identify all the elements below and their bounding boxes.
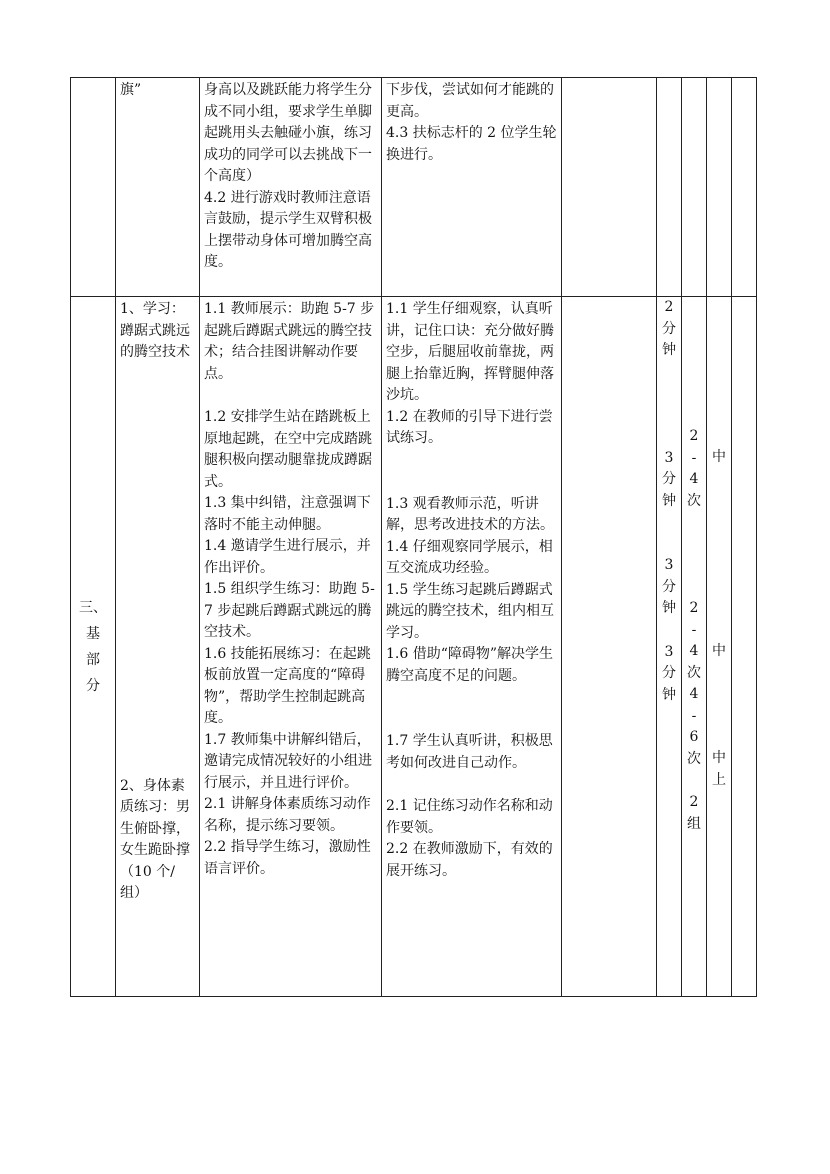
- time-unit: 分: [662, 471, 676, 487]
- count-value: 6: [689, 729, 699, 745]
- student-cell-top: [382, 78, 562, 297]
- teacher-step: 1.2 安排学生站在踏跳板上原地起跳，在空中完成踏跳腿积极向摆动腿靠拢成蹲踞式。: [204, 409, 372, 490]
- time-unit: 钟: [662, 600, 676, 616]
- intensity-value: 中: [712, 642, 726, 659]
- count-value: 2: [689, 794, 699, 810]
- student-text-top-2: 4.3 扶标志杆的 2 位学生轮换进行。: [386, 125, 557, 163]
- student-step: 2.1 记住练习动作名称和动作要领。: [386, 798, 553, 836]
- count-unit: 次: [687, 664, 701, 681]
- teacher-step: 1.7 教师集中讲解纠错后，邀请完成情况较好的小组进行展示，并且进行评价。: [204, 731, 372, 791]
- student-step: 1.3 观看教师示范，听讲解，思考改进技术的方法。: [386, 495, 554, 533]
- content-text-top: 旗”: [120, 82, 142, 98]
- phase-cell-top: [71, 78, 116, 297]
- lesson-plan-table: [70, 77, 757, 997]
- count-value: 2: [689, 428, 699, 444]
- time-unit: 分: [662, 578, 676, 595]
- count-value: 4: [689, 686, 699, 702]
- phase-char: 三、: [79, 599, 107, 616]
- teacher-step: 1.6 技能拓展练习：在起跳板前放置一定高度的“障碍物”，帮助学生控制起跳高度。: [204, 645, 371, 726]
- time-value: 3: [664, 557, 674, 573]
- extra-cell: [732, 297, 757, 997]
- count-value: 4: [689, 471, 699, 487]
- student-step: 1.5 学生练习起跳后蹲踞式跳远的腾空技术，组内相互学习。: [386, 581, 554, 641]
- time-unit: 分: [662, 320, 676, 337]
- intensity-value: 中: [712, 449, 726, 465]
- org-cell-top: [562, 78, 657, 297]
- student-step: 1.1 学生仔细观察，认真听讲，记住口诀：充分做好腾空步，后腿屈收前靠拢，两腿上抬靠近胸，挥臂腿伸落沙坑。: [386, 301, 554, 403]
- count-cell: [682, 297, 707, 997]
- count-value: -: [691, 449, 697, 466]
- time-cell: [657, 297, 682, 997]
- intensity-cell: [707, 297, 732, 997]
- student-step: 1.2 在教师的引导下进行尝试练习。: [386, 408, 553, 446]
- teacher-text-top-1: 身高以及跳跃能力将学生分成不同小组，要求学生单脚起跳用头去触碰小旗，练习成功的同学可以去挑战下一个高度）: [204, 82, 372, 184]
- content-item-2: 2、身体素质练习：男生俯卧撑，女生跪卧撑（10 个/组）: [120, 777, 190, 901]
- time-unit: 钟: [662, 686, 676, 703]
- time-value: 2: [664, 299, 674, 315]
- teacher-cell-top: [200, 78, 382, 297]
- teacher-cell: [200, 297, 382, 997]
- teacher-step: 1.3 集中纠错，注意强调下落时不能主动伸腿。: [204, 495, 371, 533]
- time-unit: 钟: [662, 342, 676, 358]
- intensity-value: 中: [712, 750, 726, 766]
- phase-cell: [71, 297, 116, 997]
- count-value: 2: [689, 600, 699, 616]
- teacher-step: 1.1 教师展示：助跑 5-7 步起跳后蹲踞式跳远的腾空技术；结合挂图讲解动作要点。: [204, 301, 375, 382]
- intensity-value: 上: [712, 771, 726, 788]
- table-row-top: [71, 78, 757, 297]
- student-step: 2.2 在教师激励下，有效的展开练习。: [386, 841, 553, 879]
- teacher-step: 2.1 讲解身体素质练习动作名称，提示练习要领。: [204, 796, 371, 834]
- phase-char: 分: [86, 677, 100, 694]
- time-cell-top: [657, 78, 682, 297]
- count-value: -: [691, 707, 697, 724]
- content-cell-top: [116, 78, 200, 297]
- count-unit: 组: [687, 815, 701, 832]
- extra-cell-top: [732, 78, 757, 297]
- table-row-main: [71, 297, 757, 997]
- student-step: 1.4 仔细观察同学展示，相互交流成功经验。: [386, 538, 553, 576]
- content-cell: [116, 297, 200, 997]
- student-cell: [382, 297, 562, 997]
- time-unit: 分: [662, 665, 676, 681]
- time-unit: 钟: [662, 492, 676, 509]
- teacher-text-top-2: 4.2 进行游戏时教师注意语言鼓励，提示学生双臂积极上摆带动身体可增加腾空高度。: [204, 189, 372, 270]
- time-value: 3: [664, 449, 674, 466]
- count-value: 4: [689, 643, 699, 659]
- teacher-step: 1.4 邀请学生进行展示，并作出评价。: [204, 538, 371, 576]
- student-step: 1.7 学生认真听讲，积极思考如何改进自己动作。: [386, 733, 553, 771]
- phase-char: 基: [86, 625, 100, 642]
- intensity-cell-top: [707, 78, 732, 297]
- count-unit: 次: [687, 492, 701, 509]
- count-unit: 次: [687, 750, 701, 767]
- org-cell: [562, 297, 657, 997]
- student-text-top-1: 下步伐，尝试如何才能跳的更高。: [386, 82, 554, 120]
- teacher-step: 1.5 组织学生练习：助跑 5-7 步起跳后蹲踞式跳远的腾空技术。: [204, 581, 375, 640]
- count-value: -: [691, 621, 697, 638]
- teacher-step: 2.2 指导学生练习，激励性语言评价。: [204, 839, 371, 877]
- phase-char: 部: [86, 651, 100, 668]
- time-value: 3: [664, 643, 674, 660]
- content-item-1: 1、学习：蹲踞式跳远的腾空技术: [120, 301, 190, 360]
- count-cell-top: [682, 78, 707, 297]
- student-step: 1.6 借助“障碍物”解决学生腾空高度不足的问题。: [386, 646, 554, 684]
